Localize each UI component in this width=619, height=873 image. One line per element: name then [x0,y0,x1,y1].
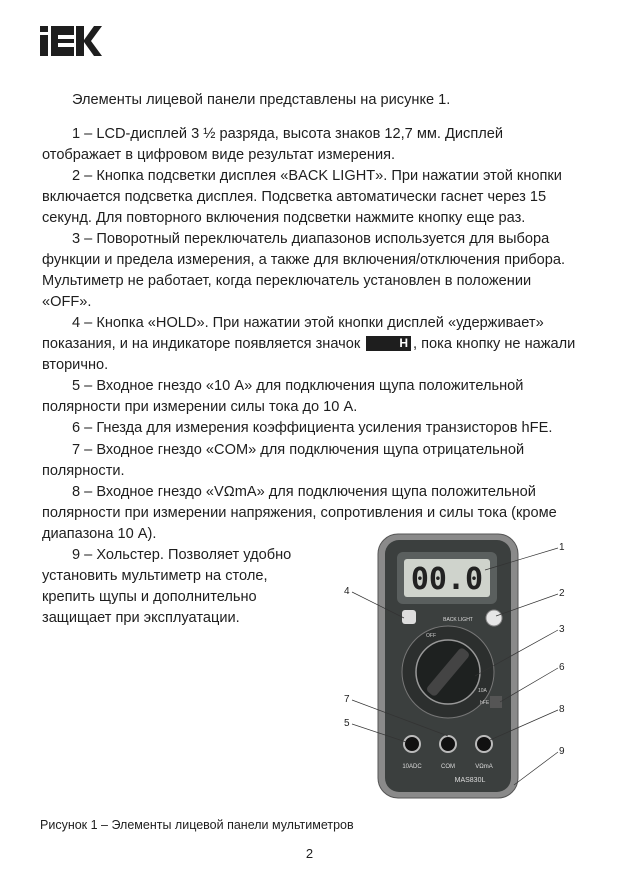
callout-3: 3 [559,624,565,635]
intro-text: Элементы лицевой панели представлены на рисунке 1. [72,92,451,108]
callout-7: 7 [344,694,350,705]
callout-6: 6 [559,662,565,673]
item-1: 1 – LCD-дисплей 3 ½ разряда, высота знаков 12,7 мм. Дисплей отображает в цифровом виде результат измерения. [42,126,504,163]
page-number: 2 [305,846,314,861]
item-7: 7 – Входное гнездо «COM» для подключения щупа отрицательной полярности. [42,442,525,479]
item-8: 8 – Входное гнездо «VΩmA» для подключения щупа положительной полярности при измерении напряжения, сопротивления и силы тока (кроме диапазона 10 А). [42,484,557,542]
item-5: 5 – Входное гнездо «10 А» для подключения щупа положительной полярности при измерении силы тока до 10 А. [42,378,524,415]
jack-com-label: COM [441,764,455,770]
item-2: 2 – Кнопка подсветки дисплея «BACK LIGHT». При нажатии этой кнопки включается подсветка дисплея. Подсветка автоматически гаснет через 15 секунд. Для повторного включения подсветки нажмите кнопку еще раз. [42,168,562,226]
jack-10a[interactable] [404,736,420,752]
iek-logo [40,26,102,56]
callout-1: 1 [559,542,565,553]
item-4 [42,313,582,376]
model-label: MAS830L [454,777,486,784]
callout-8: 8 [559,704,565,715]
figure-caption: Рисунок 1 – Элементы лицевой панели мультиметров [40,818,354,832]
callout-9: 9 [559,746,565,757]
hold-button[interactable] [402,610,416,624]
item-6: 6 – Гнезда для измерения коэффициента усиления транзисторов hFE. [72,420,553,436]
multimeter-figure [330,530,590,810]
back-light-label: BACK LIGHT [443,617,473,623]
switch-10a-label: 10A [478,688,487,694]
jack-10a-label: 10ADC [402,764,422,770]
callout-5: 5 [344,718,350,729]
jack-com[interactable] [440,736,456,752]
item-3: 3 – Поворотный переключатель диапазонов используется для выбора функции и предела измерения, а также для включения/отключения прибора. Мультиметр не работает, когда переключатель установлен в положении «OFF». [42,231,566,310]
item-4-text-b: , пока кнопку не нажали вторично. [42,336,576,373]
lcd-display-value: 00.0 [410,562,484,597]
item-4-text-a: 4 – Кнопка «HOLD». При нажатии этой кнопки дисплей «удерживает» показания, и на индикаторе появляется значок [42,315,544,352]
callout-4: 4 [344,586,350,597]
back-light-button[interactable] [486,610,502,626]
jack-vohm-ma[interactable] [476,736,492,752]
jack-v-label: VΩmA [475,764,493,770]
hold-indicator-icon: H [366,336,411,351]
switch-hfe-label: hFE [480,700,490,706]
switch-off-label: OFF [426,633,436,639]
callout-2: 2 [559,588,565,599]
item-9: 9 – Хольстер. Позволяет удобно установить мультиметр на столе, крепить щупы и дополнительно защищает при эксплуатации. [42,547,292,626]
